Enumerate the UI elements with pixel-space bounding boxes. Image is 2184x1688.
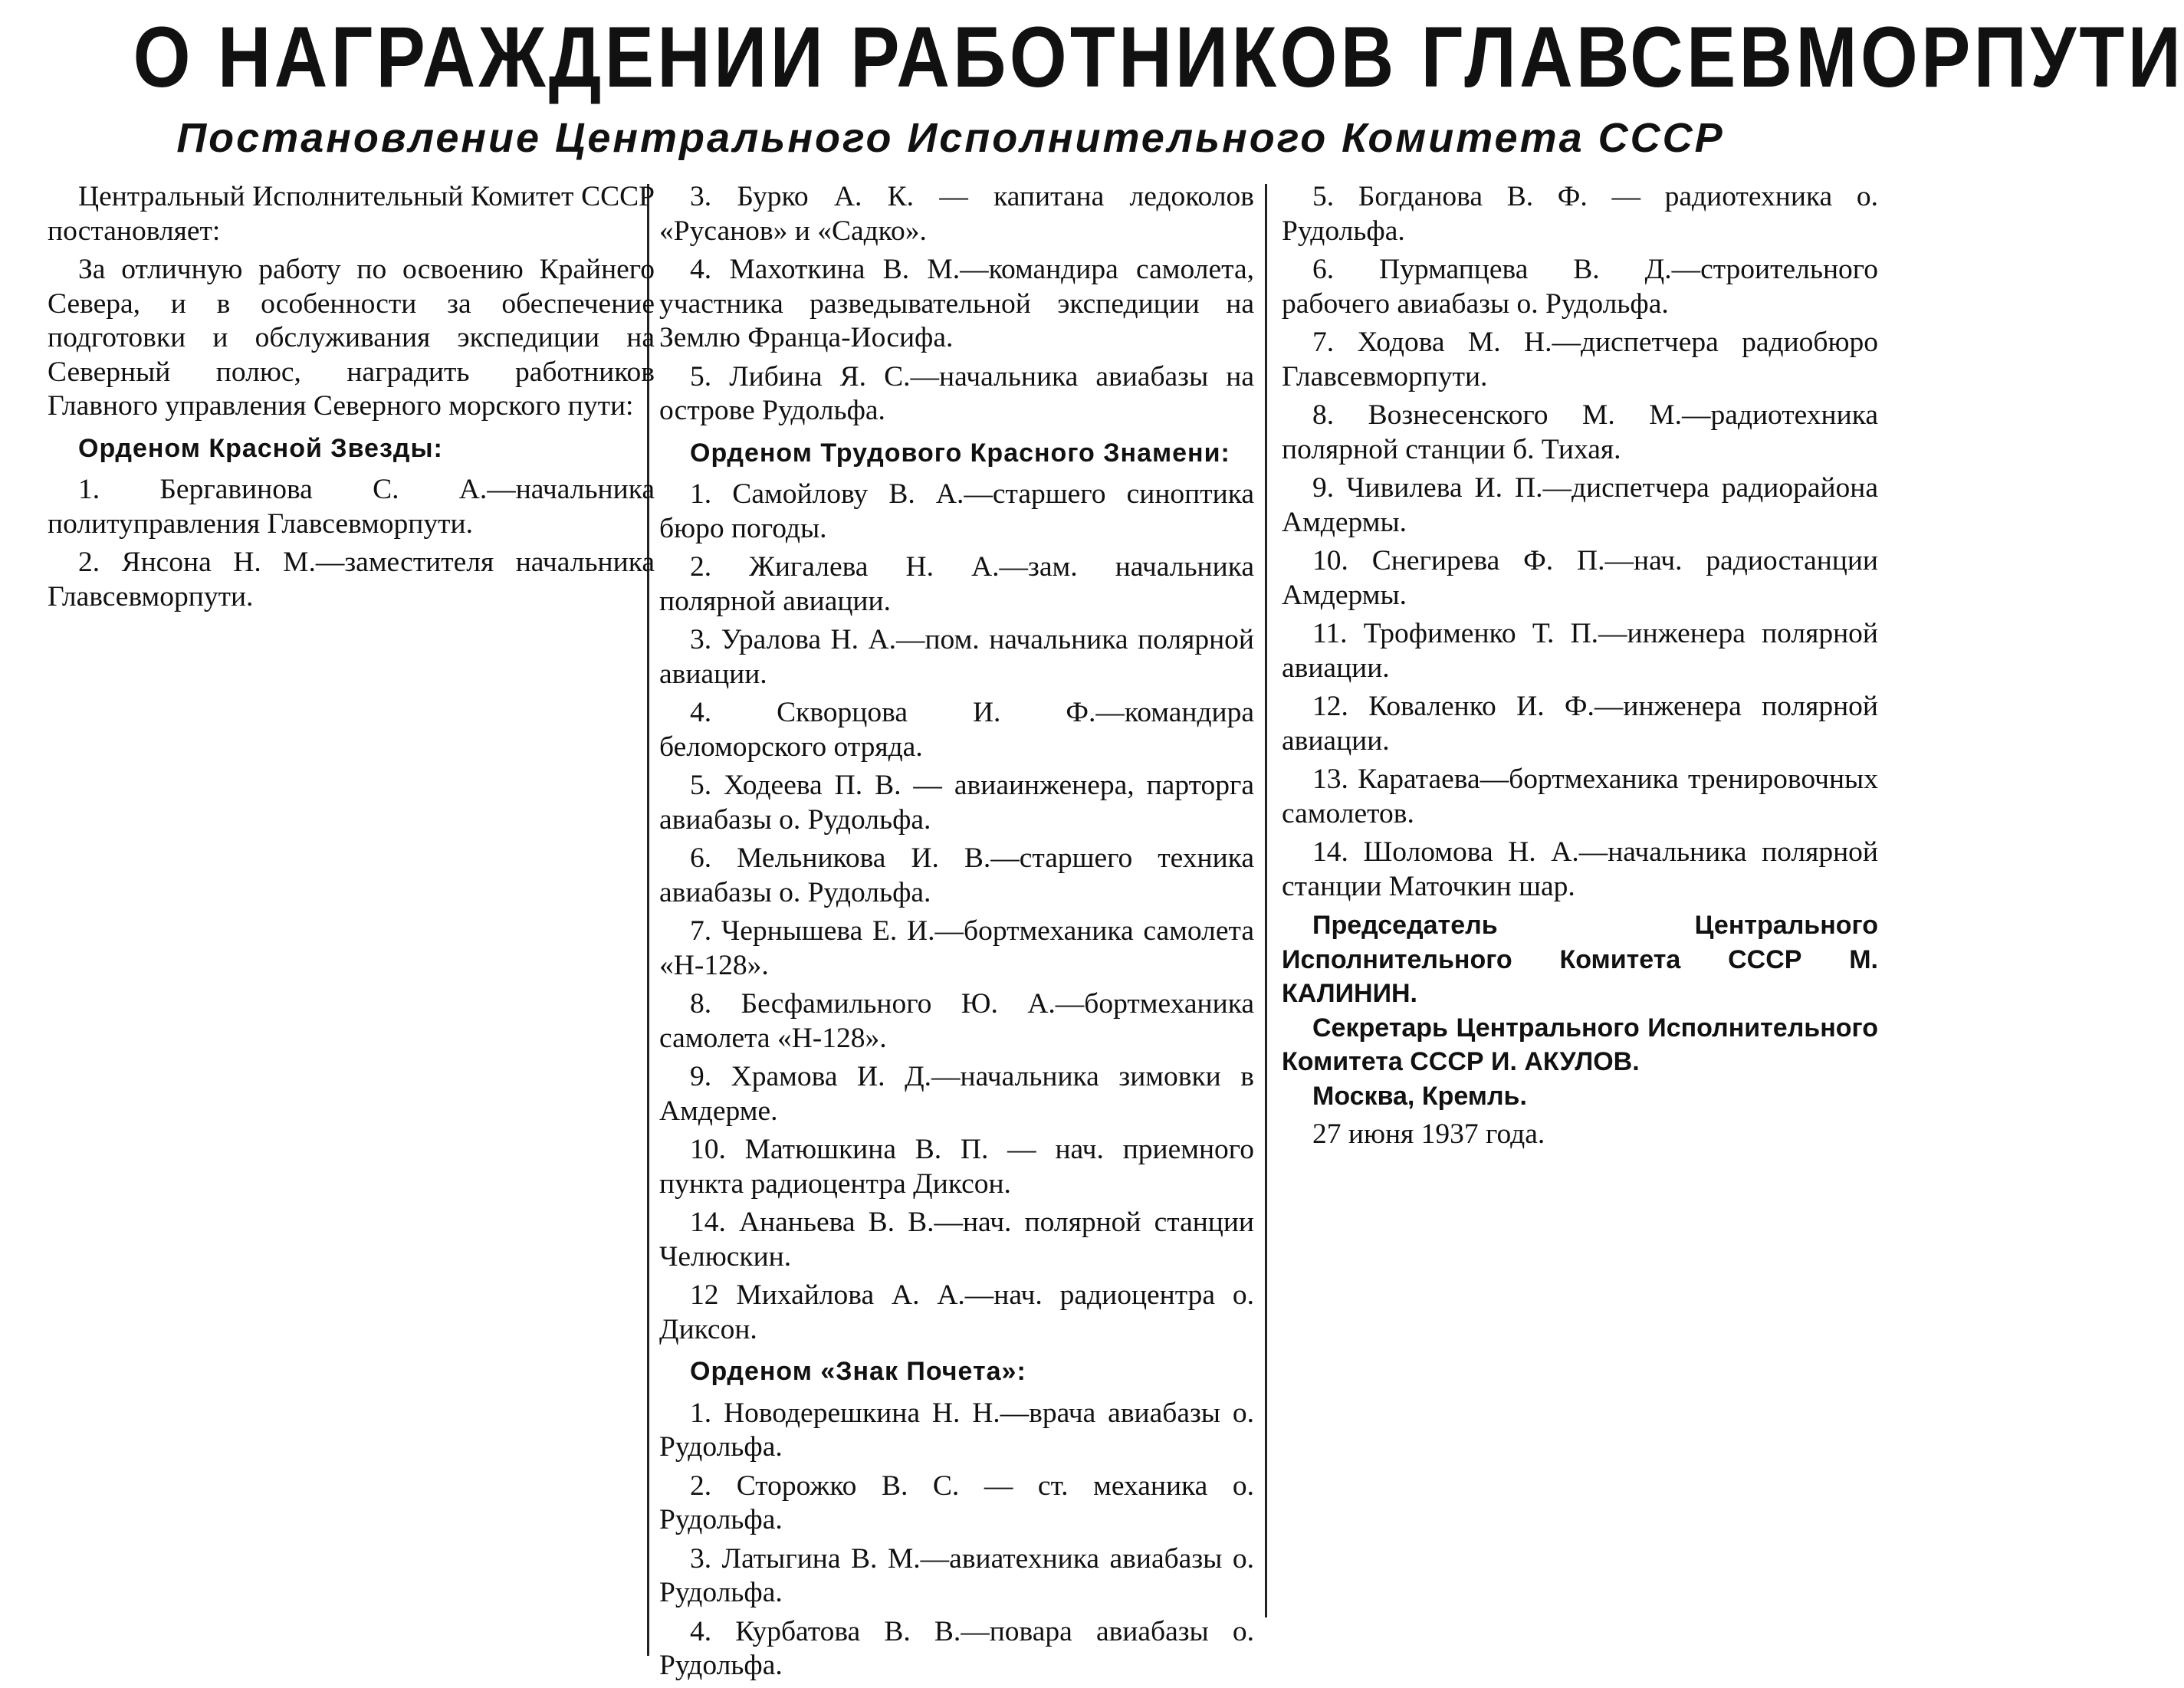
list-item: 5. Ходеева П. В. — авиаинженера, парторга авиабазы о. Рудольфа. [659,770,1254,836]
column-2 [659,180,1254,1688]
signature-place: Москва, Кремль. [1312,1081,1527,1111]
list-item: 5. Либина Я. С.—начальника авиабазы на острове Рудольфа. [659,360,1254,426]
list-item: 10. Снегирева Ф. П.—нач. радиостанции Амдермы. [1282,545,1878,611]
column-3 [1282,180,1878,1157]
list-item: 1. Самойлову В. А.—старшего синоптика бюро погоды. [659,478,1254,544]
headline: О НАГРАЖДЕНИИ РАБОТНИКОВ ГЛАВСЕВМОРПУТИ [133,9,2184,105]
list-item: 2. Жигалева Н. А.—зам. начальника полярной авиации. [659,551,1254,617]
list-item: 3. Уралова Н. А.—пом. начальника полярной авиации. [659,624,1254,690]
list-item: 2. Янсона Н. М.—заместителя начальника Главсевморпути. [48,547,655,612]
signature-date: 27 июня 1937 года. [1312,1118,1545,1150]
list-item: 6. Мельникова И. В.—старшего техника авиабазы о. Рудольфа. [659,842,1254,908]
list-item: 12. Коваленко И. Ф.—инженера полярной авиации. [1282,691,1878,757]
signature-secretary: Секретарь Центрального Исполнительного Комитета СССР И. АКУЛОВ. [1282,1013,1878,1076]
list-item: 4. Скворцова И. Ф.—командира беломорского отряда. [659,697,1254,763]
list-item: 14. Шоломова Н. А.—начальника полярной станции Маточкин шар. [1282,836,1878,902]
list-item: 10. Матюшкина В. П. — нач. приемного пункта радиоцентра Диксон. [659,1134,1254,1200]
list-item: 12 Михайлова А. А.—нач. радиоцентра о. Диксон. [659,1279,1254,1345]
list-item: 7. Чернышева Е. И.—бортмеханика самолета «Н-128». [659,915,1254,981]
list-item: 4. Махоткина В. М.—командира самолета, участника разведывательной экспедиции на Землю Франца-Иосифа. [659,254,1254,353]
list-item: 1. Новодерешкина Н. Н.—врача авиабазы о. Рудольфа. [659,1397,1254,1463]
intro-paragraph: Центральный Исполнительный Комитет СССР постановляет: [48,181,655,247]
list-item: 6. Пурмапцева В. Д.—строительного рабочего авиабазы о. Рудольфа. [1282,254,1878,320]
list-item: 1. Бергавинова С. А.—начальника политуправления Главсевморпути. [48,474,655,540]
column-rule-right [1265,184,1267,1617]
list-item: 9. Храмова И. Д.—начальника зимовки в Амдерме. [659,1061,1254,1127]
list-item: 4. Курбатова В. В.—повара авиабазы о. Рудольфа. [659,1615,1254,1681]
list-item: 3. Латыгина В. М.—авиатехника авиабазы о. Рудольфа. [659,1542,1254,1608]
section-heading-red-star: Орденом Красной Звезды: [78,433,443,463]
signature-chairman: Председатель Центрального Исполнительного Комитета СССР М. КАЛИНИН. [1282,911,1878,1008]
list-item: 13. Каратаева—бортмеханика тренировочных самолетов. [1282,764,1878,829]
column-1 [48,180,655,619]
list-item: 8. Бесфамильного Ю. А.—бортмеханика самолета «Н-128». [659,988,1254,1054]
list-item: 7. Ходова М. Н.—диспетчера радиобюро Главсевморпути. [1282,327,1878,392]
section-heading-badge-of-honour: Орденом «Знак Почета»: [690,1357,1026,1386]
list-item: 2. Сторожко В. С. — ст. механика о. Рудольфа. [659,1470,1254,1535]
section-heading-labour-red-banner: Орденом Трудового Красного Знамени: [690,438,1230,468]
list-item: 14. Ананьева В. В.—нач. полярной станции Челюскин. [659,1207,1254,1273]
list-item: 9. Чивилева И. П.—диспетчера радиорайона Амдермы. [1282,472,1878,538]
list-item: 11. Трофименко Т. П.—инженера полярной авиации. [1282,618,1878,684]
list-item: 5. Богданова В. Ф. — радиотехника о. Рудольфа. [1282,181,1878,247]
list-item: 8. Вознесенского М. М.—радиотехника полярной станции б. Тихая. [1282,399,1878,465]
preamble-paragraph: За отличную работу по освоению Крайнего Севера, и в особенности за обеспечение подготовки и обслуживания экспедиции на Северный полюс, наградить работников Главного управления Северного морского пути: [48,254,655,422]
list-item: 3. Бурко А. К. — капитана ледоколов «Русанов» и «Садко». [659,181,1254,247]
subtitle: Постановление Центрального Исполнительного Комитета СССР [176,115,1725,161]
